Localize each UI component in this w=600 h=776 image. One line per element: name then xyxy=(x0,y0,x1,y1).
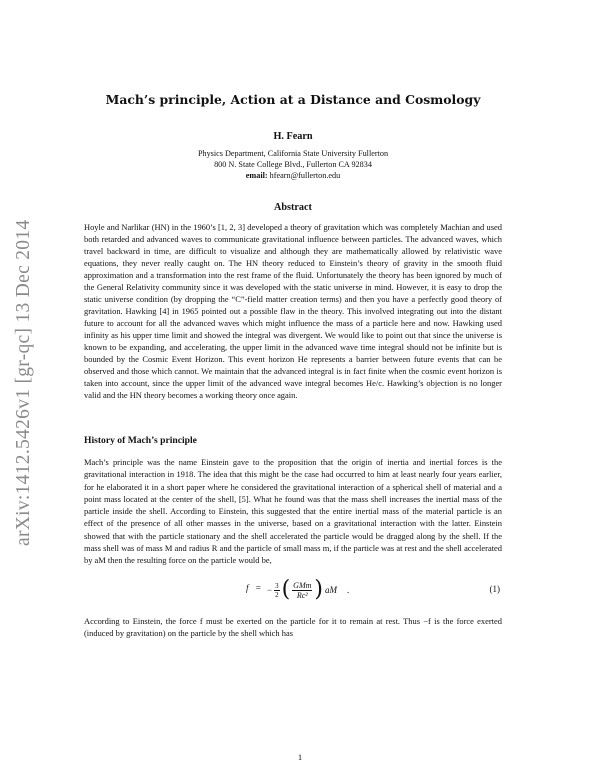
body-paragraph-1: Mach’s principle was the name Einstein gave to the proposition that the origin of inertia and inertial forces is the gravitational interaction in 1918. The idea that this might be the case had occurred to him at least nearly four years earlier, for he elaborated it in a short paper where he considered the gravitational interaction of a spherical shell of material and a point mass located at the center of the shell, [5]. What he found was that the mass shell increases the inertial mass of the particle inside the shell. According to Einstein, this suggested that the entire inertial mass of the material particle is an effect of the presence of all other masses in the universe, based on a gravitational interaction with the latter. Einstein showed that with the particle stationary and the shell accelerated the particle would be dragged along by the shell. If the mass shell was of mass M and radius R and the particle of small mass m, if the particle was at rest and the shell accelerated by aM then the resulting force on the particle would be, xyxy=(84,457,502,566)
coefficient-numerator: 3 xyxy=(275,581,279,590)
arxiv-identifier: arXiv:1412.5426v1 [gr-qc] 13 Dec 2014 xyxy=(13,219,34,546)
author-name: H. Fearn xyxy=(273,131,313,142)
equation-right-paren: ) xyxy=(314,577,323,603)
email-label: email: xyxy=(245,171,268,180)
equation-number: (1) xyxy=(489,584,500,595)
equation-coefficient xyxy=(274,582,280,599)
body-paragraph-2: According to Einstein, the force f must be exerted on the particle for it to remain at rest. Thus −f is the force exerted (induced by gravitation) on the particle by the shell which has xyxy=(84,616,502,639)
equation-acceleration: aM xyxy=(324,585,337,596)
equation-left-paren: ( xyxy=(281,577,291,603)
coefficient-denominator: 2 xyxy=(275,590,279,599)
equation-inner-fraction xyxy=(292,581,312,600)
author-affiliation xyxy=(84,148,502,181)
equation-lhs-symbol: f xyxy=(246,583,249,594)
affiliation-address: 800 N. State College Blvd., Fullerton CA 92834 xyxy=(214,160,372,169)
abstract-heading: Abstract xyxy=(274,202,312,213)
email-address[interactable]: hfearn@fullerton.edu xyxy=(269,171,341,180)
paper-page xyxy=(84,92,502,648)
arxiv-side-stamp xyxy=(13,196,33,546)
equation-rhs xyxy=(267,575,349,605)
inner-denominator: Rc² xyxy=(296,590,308,600)
equation-equals: = xyxy=(255,583,261,594)
paper-title: Mach’s principle, Action at a Distance and Cosmology xyxy=(105,92,481,107)
affiliation-email-line xyxy=(84,170,502,181)
abstract-text: Hoyle and Narlikar (HN) in the 1960’s [1, 2, 3] developed a theory of gravitation which was completely Machian and used both retarded and advanced waves to communicate gravitational influence between particles. The advanced waves, which travel backward in time, are difficult to visualize and although they are mathematically allowed by relativistic wave equations, they never really caught on. The HN theory reduced to Einstein’s theory of gravity in the smooth fluid approximation and a transformation into the rest frame of the fluid. Unfortunately the theory has been ignored by much of the General Relativity community since it was developed with the static universe in mind. However, it is easy to drop the static universe condition (by dropping the “C”-field matter creation terms) and then you have a perfectly good theory of gravitation. Hawking [4] in 1965 pointed out a possible flaw in the theory. This involved integrating out into the distant future to account for all the advanced waves which might influence the mass of a particle here and now. Hawking used infinity as his upper time limit and showed the integral was divergent. We would like to point out that since the universe is known to be expanding, and accelerating, the upper limit in the advanced wave time integral should not be infinite but is bounded by the Cosmic Event Horizon. This event horizon He represents a barrier between future events that can be observed and those which cannot. We maintain that the advanced integral is in fact finite when the cosmic event horizon is taken into account, since the upper limit of the advanced wave integral becomes He/c. Hawking’s objection is no longer valid and the HN theory becomes a working theory once again. xyxy=(84,222,502,400)
affiliation-department: Physics Department, California State University Fullerton xyxy=(197,149,389,158)
equation-period: . xyxy=(346,585,350,596)
equation-1 xyxy=(84,575,502,605)
inner-numerator: GMm xyxy=(293,580,312,590)
page-number: 1 xyxy=(297,752,303,762)
section-heading: History of Mach’s principle xyxy=(84,435,197,446)
equation-lhs xyxy=(246,583,261,593)
equation-minus: − xyxy=(267,585,273,596)
